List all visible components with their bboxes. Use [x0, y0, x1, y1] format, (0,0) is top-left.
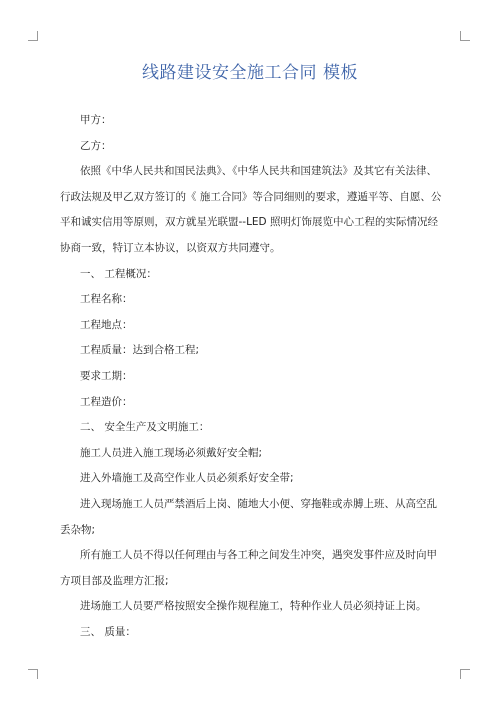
page-corner-mark-top-left	[28, 31, 38, 41]
list-item: 进入现场施工人员严禁酒后上岗、随地大小便、穿拖鞋或赤膊上班、从高空乱丢杂物;	[60, 497, 437, 536]
page-corner-mark-top-right	[460, 31, 470, 41]
list-item: 工程质量：达到合格工程;	[80, 344, 200, 357]
list-item: 要求工期：	[80, 369, 133, 382]
list-item: 施工人员进入施工现场必须戴好安全帽;	[80, 446, 263, 459]
page-corner-mark-bottom-right	[460, 669, 470, 679]
section-heading: 一、 工程概况：	[80, 267, 157, 280]
section-heading: 二、 安全生产及文明施工：	[80, 421, 210, 434]
document-body	[60, 108, 446, 645]
list-item: 所有施工人员不得以任何理由与各工种之间发生冲突，遇突发事件应及时向甲方项目部及监理方汇报;	[60, 549, 437, 587]
list-item: 进场施工人员要严格按照安全操作规程施工，特种作业人员必须持证上岗。	[80, 600, 427, 613]
intro-paragraph: 依照《中华人民共和国民法典》、《中华人民共和国建筑法》及其它有关法律、行政法规及甲乙双方签订的《 施工合同》等合同细则的要求，遵遁平等、自愿、公平和诚实信用等原则，双方就星光联盟--LED 照明灯饰展览中心工程的实际情况经协商一致，特订立本协议，以资双方共同遵守。	[60, 165, 442, 254]
list-item: 工程造价：	[80, 395, 133, 408]
list-item: 进入外墙施工及高空作业人员必须系好安全带;	[80, 472, 294, 485]
page-corner-mark-bottom-left	[28, 669, 38, 679]
party-a-line: 甲方：	[80, 114, 112, 126]
party-b-line: 乙方：	[80, 139, 112, 152]
list-item: 工程地点：	[80, 318, 133, 331]
document-title: 线路建设安全施工合同 模板	[142, 63, 358, 83]
list-item: 工程名称：	[80, 293, 133, 306]
section-heading: 三、 质量：	[80, 625, 136, 638]
